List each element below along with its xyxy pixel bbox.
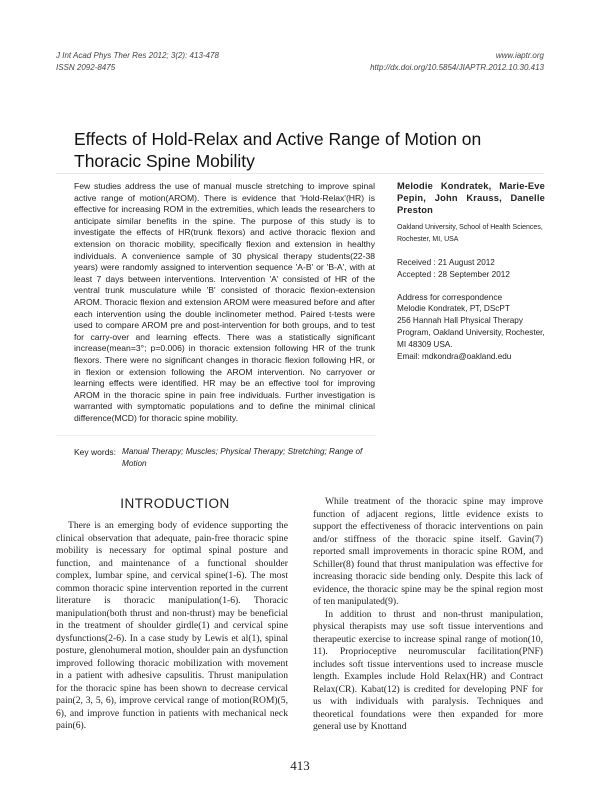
journal-citation: J Int Acad Phys Ther Res 2012; 3(2): 413-478	[56, 51, 219, 60]
article-title: Effects of Hold-Relax and Active Range of Motion on Thoracic Spine Mobility	[74, 128, 482, 171]
article-dates	[397, 257, 545, 281]
correspondence-name: Melodie Kondratek, PT, DScPT	[397, 304, 510, 314]
keywords-divider	[56, 435, 376, 436]
author-list: Melodie Kondratek, Marie-Eve Pepin, John Krauss, Danelle Preston	[397, 181, 545, 215]
paragraph: There is an emerging body of evidence supporting the clinical observation that adequate, pain-free thoracic spine mobility is necessary for optimal spinal posture and function, and maintenance of a functional shoulder complex, lumbar spine, and cervical spine(1-6). The most common thoracic spine intervention reported in the current literature is thoracic manipulation(1-6). Thoracic manipulation(both thrust and non-thrust) may be beneficial in the treatment of shoulder girdle(1) and cervical spine dysfunctions(2-6). In a case study by Lewis et al(1), spinal posture, glenohumeral motion, shoulder pain an dysfunction improved following thoracic mobilization with movement in a patient with adhesive capsulitis. Thrust manipulation for the thoracic spine has been shown to decrease cervical pain(2, 3, 5, 6), improve cervical range of motion(ROM)(5, 6), and improve function in patients with mechanical neck pain(6).	[56, 520, 288, 731]
affiliation: Oakland University, School of Health Sciences, Rochester, MI, USA	[397, 224, 543, 243]
author-info	[397, 181, 545, 362]
keywords-text: Manual Therapy; Muscles; Physical Therapy; Stretching; Range of Motion	[122, 447, 363, 468]
introduction-right-column	[313, 496, 543, 734]
journal-header-right	[370, 50, 544, 74]
journal-header-left	[56, 50, 219, 74]
introduction-heading: INTRODUCTION	[120, 496, 230, 511]
doi: http://dx.doi.org/10.5854/JIAPTR.2012.10.30.413	[370, 63, 544, 72]
accepted-date: Accepted : 28 September 2012	[397, 270, 510, 280]
keywords-label: Key words:	[74, 447, 117, 457]
received-date: Received : 21 August 2012	[397, 258, 495, 268]
issn: ISSN 2092-8475	[56, 63, 116, 72]
paragraph: While treatment of the thoracic spine may improve function of adjacent regions, little evidence exists to support the effectiveness of thoracic interventions on pain and/or stiffness of the thoracic spine itself. Gavin(7) reported small improvements in thoracic spine ROM, and Schiller(8) found that thrust manipulation was effective for increasing thoracic side bending only. Despite this lack of evidence, the thoracic spine may be the spinal region most of ten manipulated(9).	[313, 496, 543, 607]
correspondence-heading: Address for correspondence	[397, 292, 503, 303]
page-number: 413	[290, 758, 310, 773]
title-divider	[56, 173, 544, 174]
journal-website: www.iaptr.org	[495, 51, 544, 60]
correspondence-email: Email: mdkondra@oakland.edu	[397, 351, 512, 361]
abstract: Few studies address the use of manual muscle stretching to improve spinal active range of motion(AROM). There is evidence that 'Hold-Relax'(HR) is effective for increasing ROM in the extremities, which leads the researchers to anticipate similar benefits in the spine. The purpose of this study is to investigate the effects of HR(trunk flexors) and active thoracic flexion and extension on thoracic mobility, specifically flexion and extension in healthy individuals. A convenience sample of 30 physical therapy students(22-38 years) were randomly assigned to intervention sequence 'A-B' or 'B-A', with at least 7 days between interventions. Intervention 'A' consisted of HR of the ventral trunk musculature while 'B' consisted of thoracic flexion-extension AROM. Thoracic flexion and extension AROM were measured before and after each intervention using the double inclinometer method. Paired t-tests were used to compare AROM pre and post-intervention for both groups, and to test for carry-over and learning effects. There was a statistically significant increase(mean=3°; p=0.006) in thoracic extension following HR of the trunk flexors. There were no significant changes in thoracic flexion following HR, or in flexion or extension following the AROM intervention. No carryover or learning effects were identified. HR may be an effective tool for improving AROM in the thoracic spine in pain free individuals. Further investigation is warranted with symptomatic populations and to define the minimal clinical difference(MCD) for thoracic spine mobility.	[74, 181, 375, 423]
introduction-left-column	[56, 520, 288, 733]
paragraph: In addition to thrust and non-thrust manipulation, physical therapists may use soft tissue interventions and therapeutic exercise to increase spinal range of motion(10, 11). Proprioceptive neuromuscular facilitation(PNF) includes soft tissue interventions used to increase muscle length. Examples include Hold Relax(HR) and Contract Relax(CR). Kabat(12) is credited for developing PNF for us with individuals with paralysis. Techniques and theoretical foundations were then expanded for more general use by Knottand	[313, 608, 543, 732]
correspondence-address: 256 Hannah Hall Physical Therapy Program, Oakland University, Rochester, MI 48309 USA.	[397, 316, 545, 349]
